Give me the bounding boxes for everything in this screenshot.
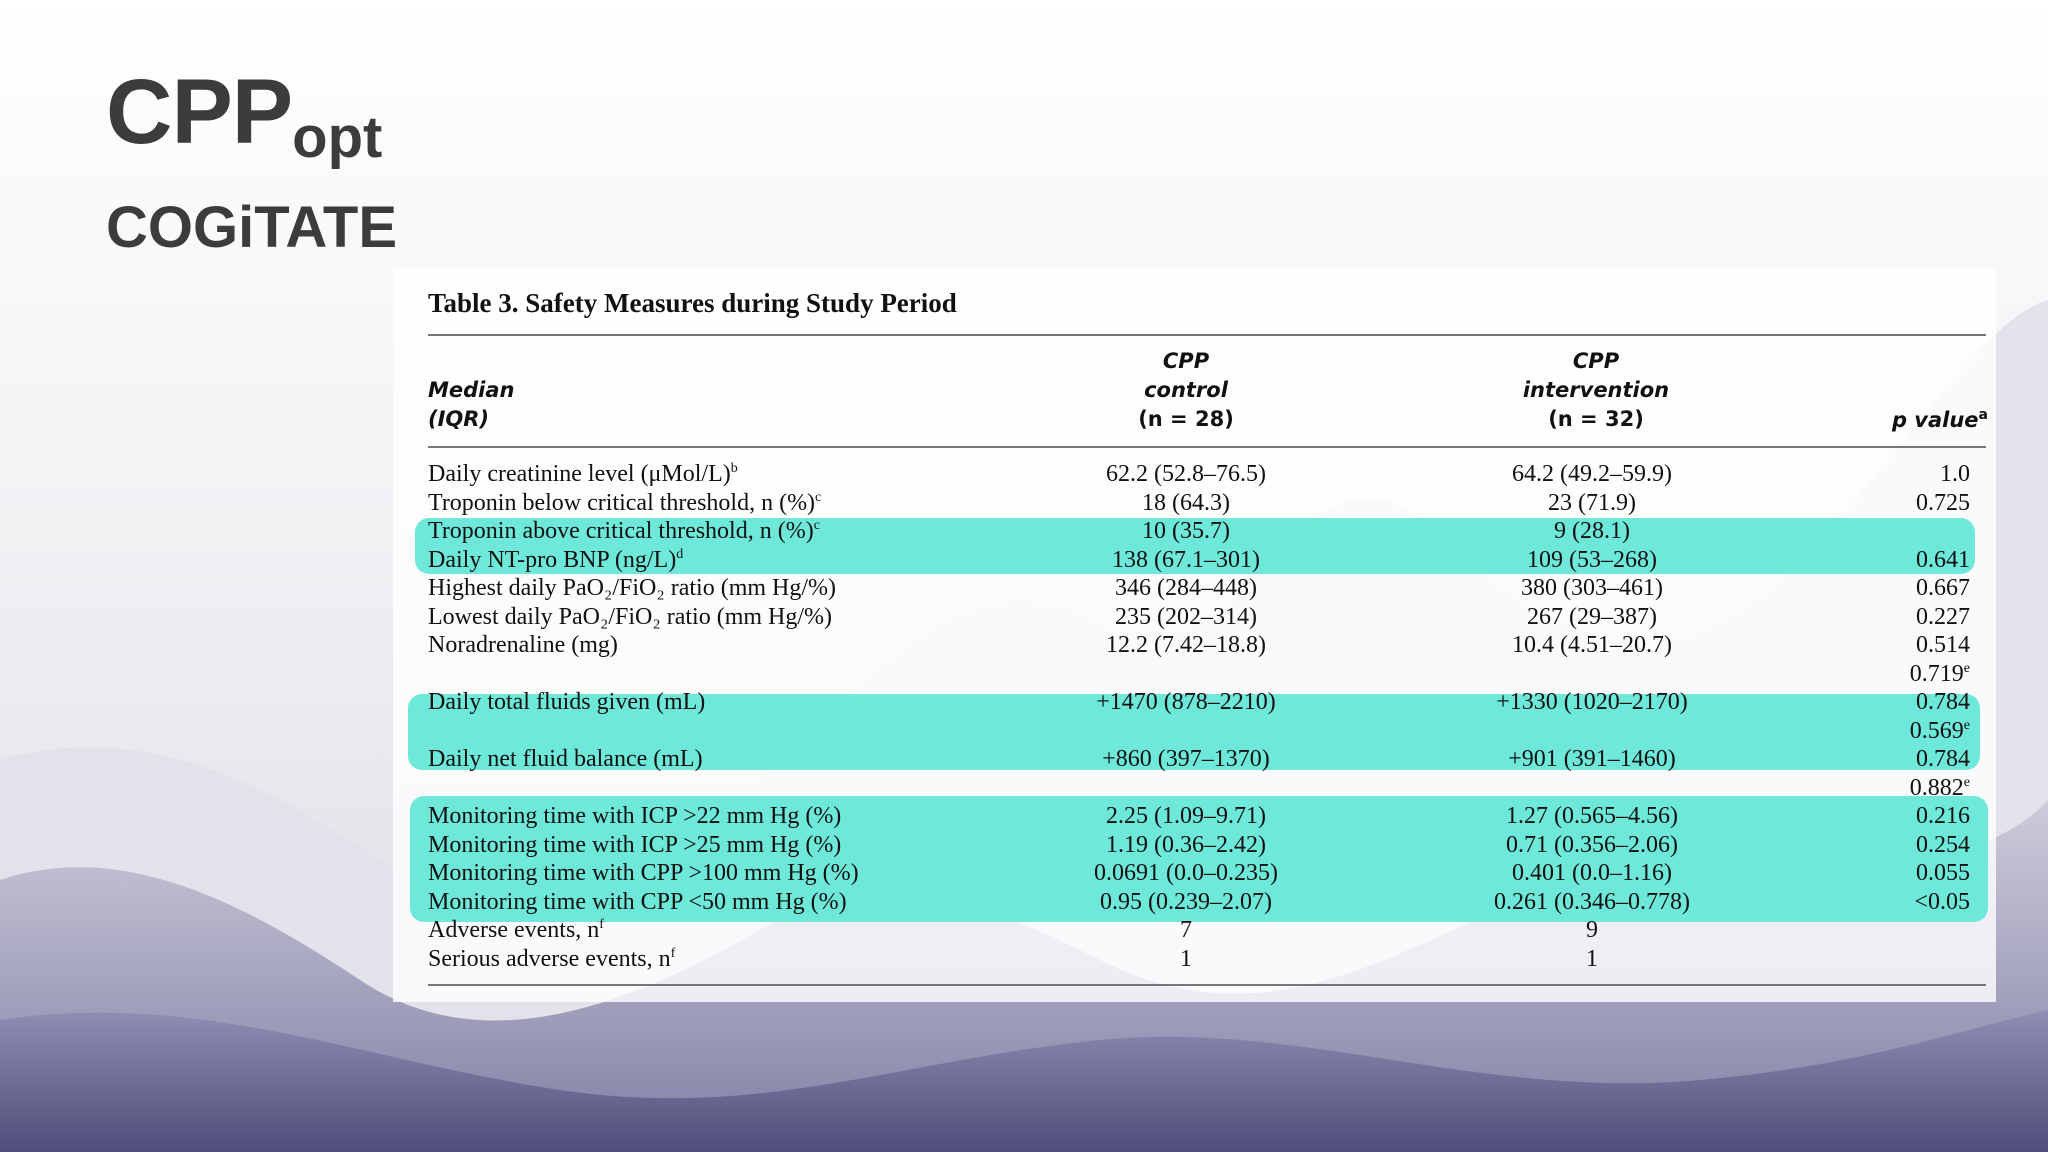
row-control-value: +1470 (878–2210) [1096,689,1276,715]
row-control-value: 2.25 (1.09–9.71) [1106,803,1266,829]
row-intervention-value: 1 [1586,945,1598,972]
header-control-line3: (n = 28) [1138,407,1234,431]
row-control-value: 235 (202–314) [1115,603,1257,630]
row-p-value: 0.641 [1916,546,1970,573]
row-control-value: 138 (67.1–301) [1112,546,1260,573]
row-intervention-value: 9 (28.1) [1554,518,1630,544]
row-label: Lowest daily PaO₂/FiO₂ ratio (mm Hg/%) [428,603,833,630]
table-row [0,603,2048,631]
row-p-value: 0.719e [1909,660,1970,687]
row-p-value: 0.254 [1916,831,1970,858]
row-label: Troponin above critical threshold, n (%)$^c$ [428,518,820,544]
row-intervention-value: 9 [1586,917,1598,943]
row-control-value: +860 (397–1370) [1102,746,1270,772]
row-control-value: 1 [1180,945,1192,972]
row-label: Noradrenaline (mg) [428,632,618,658]
row-p-value: 0.055 [1916,860,1970,886]
header-median-line2: (IQR) [428,407,490,431]
table-row [0,745,2048,773]
row-intervention-value: +1330 (1020–2170) [1496,689,1688,715]
row-intervention-value: 64.2 (49.2–59.9) [1512,461,1672,487]
header-p-value-text: p value [1891,408,1979,432]
header-cpp-intervention [1498,347,1694,434]
row-p-value: 0.514 [1916,632,1970,658]
row-control-value: 10 (35.7) [1142,518,1230,544]
row-control-value: 346 (284–448) [1115,575,1257,601]
row-p-value: <0.05 [1914,888,1970,915]
row-control-value: 1.19 (0.36–2.42) [1106,831,1266,858]
row-intervention-value: 0.71 (0.356–2.06) [1506,831,1678,858]
row-label-footnote: f [599,917,604,932]
table-row [0,774,2048,802]
row-label-footnote: c [815,489,822,505]
row-p-value: 0.784 [1916,689,1970,715]
row-p-value: 0.784 [1916,746,1970,772]
row-label: Daily NT-pro BNP $(ng/L)^d$ [428,546,684,573]
header-p-value [1860,406,1988,435]
header-median [428,376,515,434]
header-p-value-sup: a [1978,407,1988,423]
table-row [0,945,2048,973]
table-row [0,831,2048,859]
row-control-value: 0.0691 (0.0–0.235) [1094,860,1278,886]
table-row [0,916,2048,944]
row-intervention-value: 380 (303–461) [1521,575,1663,601]
row-label-footnote: d [676,546,684,562]
row-label: Monitoring time with ICP >25 mm Hg (%) [428,831,842,858]
table-row [0,631,2048,659]
table-row [0,460,2048,488]
row-label: Troponin below critical threshold, n (%)$^c$ [428,489,822,516]
row-label: Monitoring time with CPP <50 mm Hg (%) [428,888,847,915]
row-p-footnote: e [1963,717,1970,733]
header-intervention-line2: intervention [1522,378,1670,402]
row-p-value: 0.569e [1909,717,1970,744]
row-intervention-value: 0.401 (0.0–1.16) [1512,860,1672,886]
table-row [0,802,2048,830]
row-label: Adverse events, $n^f$ [428,917,604,943]
row-p-footnote: e [1963,774,1970,790]
row-p-value: 0.227 [1916,603,1970,630]
table-top-rule [428,334,1986,336]
table-row [0,660,2048,688]
row-p-value: 1.0 [1940,461,1970,487]
table-row [0,888,2048,916]
slide-title-main: CPP [106,61,293,163]
table-caption: Table 3. Safety Measures during Study Period [428,288,957,318]
table-header-rule [428,446,1986,448]
row-label: Daily creatinine level $(\mu Mol/L)^b$ [428,461,738,487]
table-row [0,574,2048,602]
row-control-value: 62.2 (52.8–76.5) [1106,461,1266,487]
row-control-value: 7 [1180,917,1192,943]
table-row [0,517,2048,545]
row-label: Monitoring time with CPP >100 mm Hg (%) [428,860,859,886]
row-p-value: 0.216 [1916,803,1970,829]
row-label-footnote: f [670,945,676,961]
slide-subtitle: COGiTATE [106,195,398,260]
row-control-value: 12.2 (7.42–18.8) [1106,632,1266,658]
row-label: Serious adverse events, $n^f$ [428,945,676,972]
header-intervention-line3: (n = 32) [1548,407,1644,431]
header-intervention-line1: CPP [1572,349,1620,373]
row-p-value: 0.882e [1909,774,1970,801]
table-bottom-rule [428,984,1986,986]
row-label: Daily net fluid balance (mL) [428,746,703,772]
header-cpp-control [1088,347,1284,434]
row-intervention-value: 267 (29–387) [1527,603,1657,630]
row-p-value: 0.667 [1916,575,1970,601]
table-row [0,546,2048,574]
row-label: Daily total fluids given (mL) [428,689,706,715]
header-control-line1: CPP [1162,349,1210,373]
row-intervention-value: +901 (391–1460) [1508,746,1676,772]
table-row [0,717,2048,745]
row-label: Monitoring time with ICP >22 mm Hg (%) [428,803,842,829]
row-intervention-value: 10.4 (4.51–20.7) [1512,632,1672,658]
row-p-footnote: e [1963,660,1970,676]
row-label-footnote: c [813,518,820,533]
table-row [0,859,2048,887]
row-intervention-value: 1.27 (0.565–4.56) [1506,803,1678,829]
row-p-value: 0.725 [1916,489,1970,516]
row-control-value: 0.95 (0.239–2.07) [1100,888,1272,915]
slide-title-subscript: opt [292,105,383,170]
table-row [0,688,2048,716]
row-intervention-value: 109 (53–268) [1527,546,1657,573]
row-label: Highest daily PaO₂/FiO₂ ratio (mm Hg/%) [428,575,837,601]
row-control-value: 18 (64.3) [1142,489,1230,516]
header-control-line2: control [1144,378,1228,402]
row-label-footnote: b [730,461,738,476]
table-row [0,489,2048,517]
row-intervention-value: 23 (71.9) [1548,489,1636,516]
row-intervention-value: 0.261 (0.346–0.778) [1494,888,1690,915]
header-median-line1: Median [428,378,515,402]
